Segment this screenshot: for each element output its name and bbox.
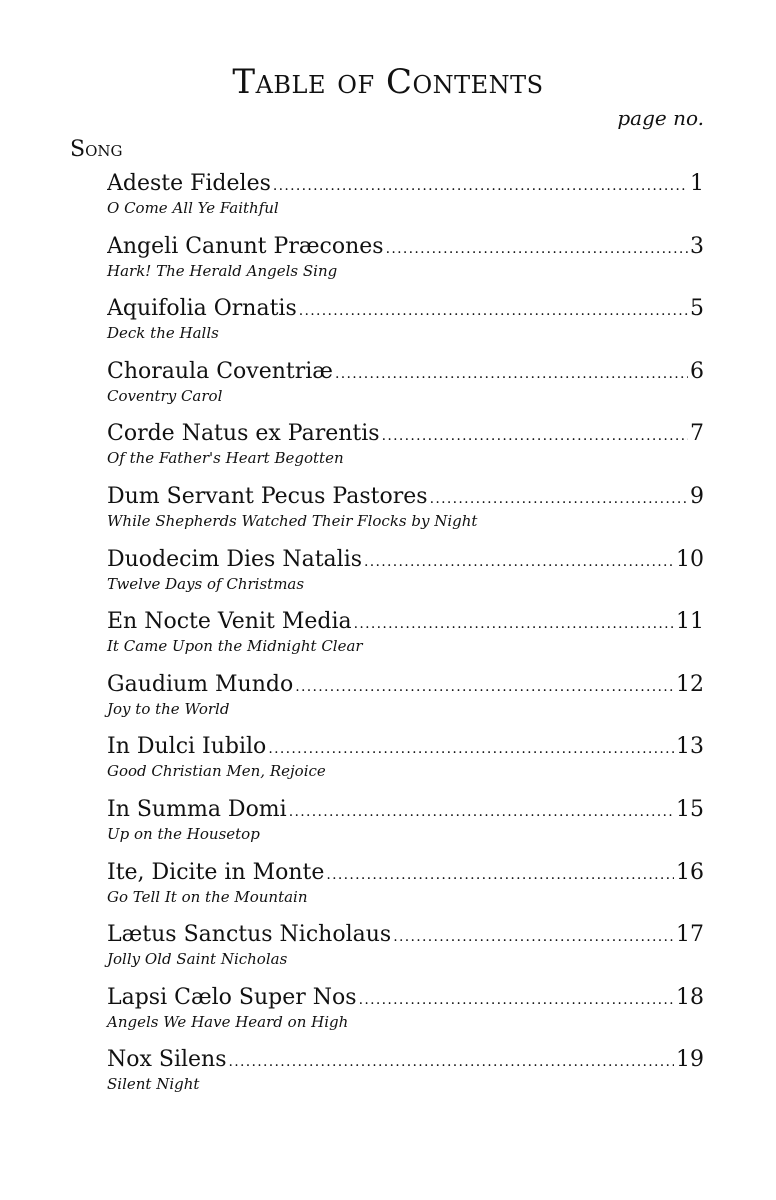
entry-latin-title: Dum Servant Pecus Pastores [107, 483, 428, 509]
toc-entry[interactable] [107, 420, 704, 483]
toc-entry[interactable] [107, 358, 704, 421]
toc-entry-line [107, 671, 704, 699]
dot-leader [393, 923, 674, 949]
entry-page-number: 17 [676, 922, 704, 948]
toc-entry[interactable] [107, 233, 704, 296]
entry-english-title: Coventry Carol [107, 386, 223, 405]
entry-english-title: Deck the Halls [107, 324, 219, 343]
entry-english-title: Twelve Days of Christmas [107, 574, 305, 593]
entry-page-number: 13 [676, 734, 704, 760]
toc-entry[interactable] [107, 170, 704, 233]
entry-page-number: 19 [676, 1047, 704, 1073]
dot-leader [299, 297, 688, 323]
entry-english-title: Up on the Housetop [107, 824, 260, 843]
entry-latin-title: Aquifolia Ornatis [107, 296, 297, 322]
toc-entry-line [107, 608, 704, 636]
toc-entry[interactable] [107, 295, 704, 358]
entry-latin-title: Lætus Sanctus Nicholaus [107, 922, 392, 948]
entry-page-number: 18 [676, 984, 704, 1010]
entry-latin-title: Angeli Canunt Præcones [107, 233, 384, 259]
toc-entry-line [107, 921, 704, 949]
entry-page-number: 9 [690, 483, 704, 509]
entry-latin-title: Choraula Coventriæ [107, 358, 333, 384]
page-number-column-label: page no. [617, 106, 704, 130]
toc-entry-line [107, 170, 704, 198]
toc-entry-line [107, 483, 704, 511]
entry-english-title: Of the Father's Heart Begotten [107, 449, 344, 468]
dot-leader [386, 235, 688, 261]
dot-leader [335, 360, 688, 386]
dot-leader [359, 986, 674, 1012]
toc-entry-line [107, 233, 704, 261]
toc-entry-line [107, 733, 704, 761]
toc-entry[interactable] [107, 796, 704, 859]
entry-latin-title: En Nocte Venit Media [107, 609, 352, 635]
entry-page-number: 3 [690, 233, 704, 259]
toc-entry-line [107, 1046, 704, 1074]
dot-leader [289, 798, 674, 824]
dot-leader [268, 735, 674, 761]
toc-entries [107, 170, 704, 1109]
entry-latin-title: Duodecim Dies Natalis [107, 546, 363, 572]
dot-leader [273, 172, 688, 198]
entry-english-title: Joy to the World [107, 699, 230, 718]
entry-english-title: Hark! The Herald Angels Sing [107, 261, 338, 280]
entry-latin-title: Adeste Fideles [107, 171, 271, 196]
entry-page-number: 15 [676, 796, 704, 822]
entry-page-number: 5 [690, 296, 704, 322]
dot-leader [430, 485, 688, 511]
toc-entry-line [107, 984, 704, 1012]
section-label: Song [70, 137, 123, 162]
entry-english-title: It Came Upon the Midnight Clear [107, 637, 363, 656]
dot-leader [354, 610, 674, 636]
page-title: Table of Contents [232, 62, 544, 102]
entry-page-number: 1 [690, 171, 704, 196]
entry-english-title: Angels We Have Heard on High [107, 1012, 349, 1031]
toc-entry[interactable] [107, 921, 704, 984]
entry-latin-title: Lapsi Cælo Super Nos [107, 984, 357, 1010]
entry-latin-title: Ite, Dicite in Monte [107, 859, 325, 885]
entry-latin-title: Nox Silens [107, 1047, 227, 1073]
toc-entry[interactable] [107, 859, 704, 922]
entry-page-number: 11 [676, 609, 704, 635]
dot-leader [326, 861, 674, 887]
entry-latin-title: Gaudium Mundo [107, 671, 294, 697]
toc-entry-line [107, 546, 704, 574]
entry-latin-title: In Dulci Iubilo [107, 734, 267, 760]
entry-english-title: While Shepherds Watched Their Flocks by Night [107, 511, 478, 530]
entry-page-number: 7 [690, 421, 704, 447]
entry-latin-title: Corde Natus ex Parentis [107, 421, 380, 447]
toc-entry-line [107, 796, 704, 824]
entry-page-number: 16 [676, 859, 704, 885]
entry-page-number: 10 [676, 546, 704, 572]
toc-entry[interactable] [107, 483, 704, 546]
dot-leader [229, 1048, 674, 1074]
toc-entry-line [107, 358, 704, 386]
entry-page-number: 6 [690, 358, 704, 384]
entry-english-title: Silent Night [107, 1075, 200, 1094]
toc-entry[interactable] [107, 733, 704, 796]
dot-leader [295, 673, 674, 699]
toc-entry[interactable] [107, 608, 704, 671]
dot-leader [364, 548, 674, 574]
toc-entry-line [107, 420, 704, 448]
toc-entry-line [107, 295, 704, 323]
entry-latin-title: In Summa Domi [107, 796, 287, 822]
dot-leader [382, 422, 688, 448]
entry-english-title: Go Tell It on the Mountain [107, 887, 308, 906]
entry-english-title: O Come All Ye Faithful [107, 199, 279, 217]
entry-page-number: 12 [676, 671, 704, 697]
toc-entry-line [107, 859, 704, 887]
entry-english-title: Good Christian Men, Rejoice [107, 762, 326, 781]
toc-entry[interactable] [107, 671, 704, 734]
entry-english-title: Jolly Old Saint Nicholas [107, 950, 288, 969]
toc-entry[interactable] [107, 984, 704, 1047]
toc-entry[interactable] [107, 546, 704, 609]
toc-entry[interactable] [107, 1046, 704, 1109]
